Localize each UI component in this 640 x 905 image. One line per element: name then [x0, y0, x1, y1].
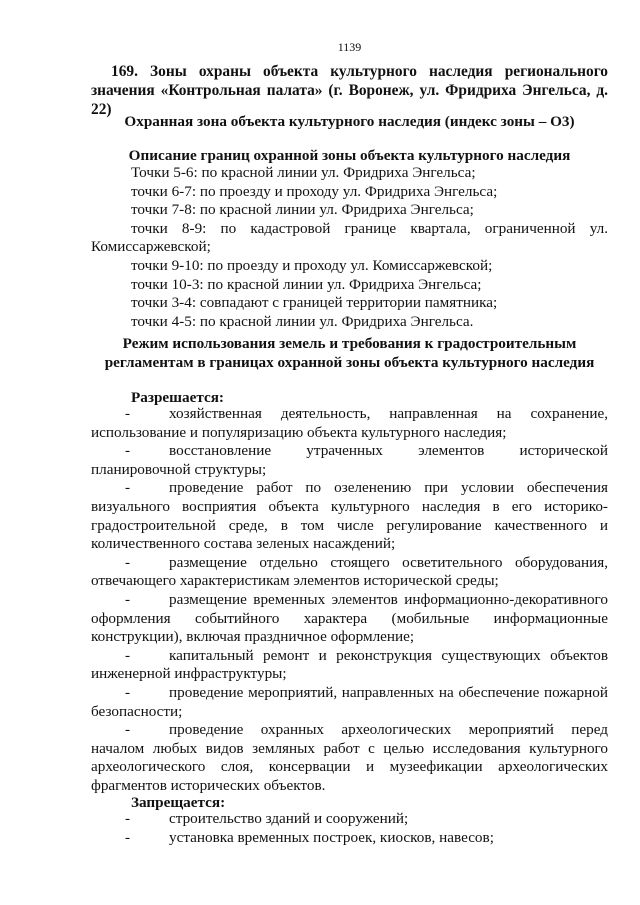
boundary-point: точки 9-10: по проезду и проходу ул. Комиссаржевской; [131, 256, 493, 274]
boundary-point: точки 3-4: совпадают с границей территории памятника; [131, 294, 498, 312]
allowed-item [91, 591, 608, 647]
list-dash: - [125, 479, 131, 497]
forbidden-item [91, 829, 608, 848]
forbidden-item-text: строительство зданий и сооружений; [169, 810, 409, 827]
list-dash: - [125, 683, 131, 701]
boundary-point: точки 7-8: по красной линии ул. Фридриха Энгельса; [131, 201, 474, 219]
allowed-item-text: хозяйственная деятельность, направленная на сохранение, использование и популяризацию объекта культурного наследия; [91, 405, 608, 441]
allowed-item-text: проведение работ по озеленению при условии обеспечения визуального восприятия объекта культурного наследия в его историко-градостроительной среде, в том числе регулирование качественного и количественного состава зеленых насаждений; [91, 479, 608, 553]
allowed-item [91, 684, 608, 721]
zone-heading: Охранная зона объекта культурного наследия (индекс зоны – О3) [124, 113, 575, 130]
allowed-item-text: восстановление утраченных элементов исторической планировочной структуры; [91, 442, 608, 478]
list-dash: - [125, 810, 131, 827]
land-use-regime-heading: Режим использования земель и требования к градостроительным регламентам в границах охранной зоны объекта культурного наследия [104, 335, 595, 371]
allowed-item-text: размещение временных элементов информационно-декоративного оформления событийного характера (мобильные информационные конструкции), включая праздничное оформление; [91, 590, 608, 646]
list-dash: - [125, 590, 131, 608]
allowed-item-text: размещение отдельно стоящего осветительного оборудования, отвечающего характеристикам элементов исторической среды; [91, 553, 608, 590]
section-title: 169. Зоны охраны объекта культурного наследия регионального значения «Контрольная палата» (г. Воронеж, ул. Фридриха Энгельса, д. 22) [91, 63, 608, 118]
allowed-list [91, 405, 608, 795]
forbidden-item [91, 810, 608, 829]
boundary-point: Точки 5-6: по красной линии ул. Фридриха Энгельса; [131, 164, 476, 181]
allowed-item [91, 554, 608, 591]
allowed-item-text: проведение мероприятий, направленных на обеспечение пожарной безопасности; [91, 683, 608, 720]
allowed-item [91, 479, 608, 553]
list-dash: - [125, 405, 131, 422]
boundary-point: точки 6-7: по проезду и проходу ул. Фридриха Энгельса; [131, 182, 498, 200]
allowed-item [91, 442, 608, 479]
allowed-heading: Разрешается: [131, 389, 224, 406]
list-dash: - [125, 828, 131, 846]
allowed-item-text: капитальный ремонт и реконструкция существующих объектов инженерной инфраструктуры; [91, 646, 608, 683]
list-dash: - [125, 442, 131, 460]
allowed-item [91, 647, 608, 684]
boundary-point: точки 10-3: по красной линии ул. Фридриха Энгельса; [131, 275, 482, 293]
boundary-points-list [91, 164, 608, 331]
page-number: 1139 [337, 40, 362, 54]
forbidden-list [91, 810, 608, 847]
forbidden-heading: Запрещается: [131, 794, 226, 811]
forbidden-item-text: установка временных построек, киосков, навесов; [169, 828, 494, 846]
allowed-item-text: проведение охранных археологических мероприятий перед началом любых видов земляных работ с целью исследования культурного археологического слоя, консервации и музеефикации археологических фрагментов исторических объектов. [91, 721, 608, 794]
boundary-point: точки 4-5: по красной линии ул. Фридриха Энгельса. [131, 312, 474, 330]
list-dash: - [125, 721, 131, 739]
allowed-item [91, 721, 608, 795]
list-dash: - [125, 646, 131, 664]
boundary-point: точки 8-9: по кадастровой границе квартала, ограниченной ул. Комиссаржевской; [91, 219, 608, 256]
allowed-item [91, 405, 608, 442]
boundary-description-heading: Описание границ охранной зоны объекта культурного наследия [128, 147, 571, 164]
list-dash: - [125, 553, 131, 571]
